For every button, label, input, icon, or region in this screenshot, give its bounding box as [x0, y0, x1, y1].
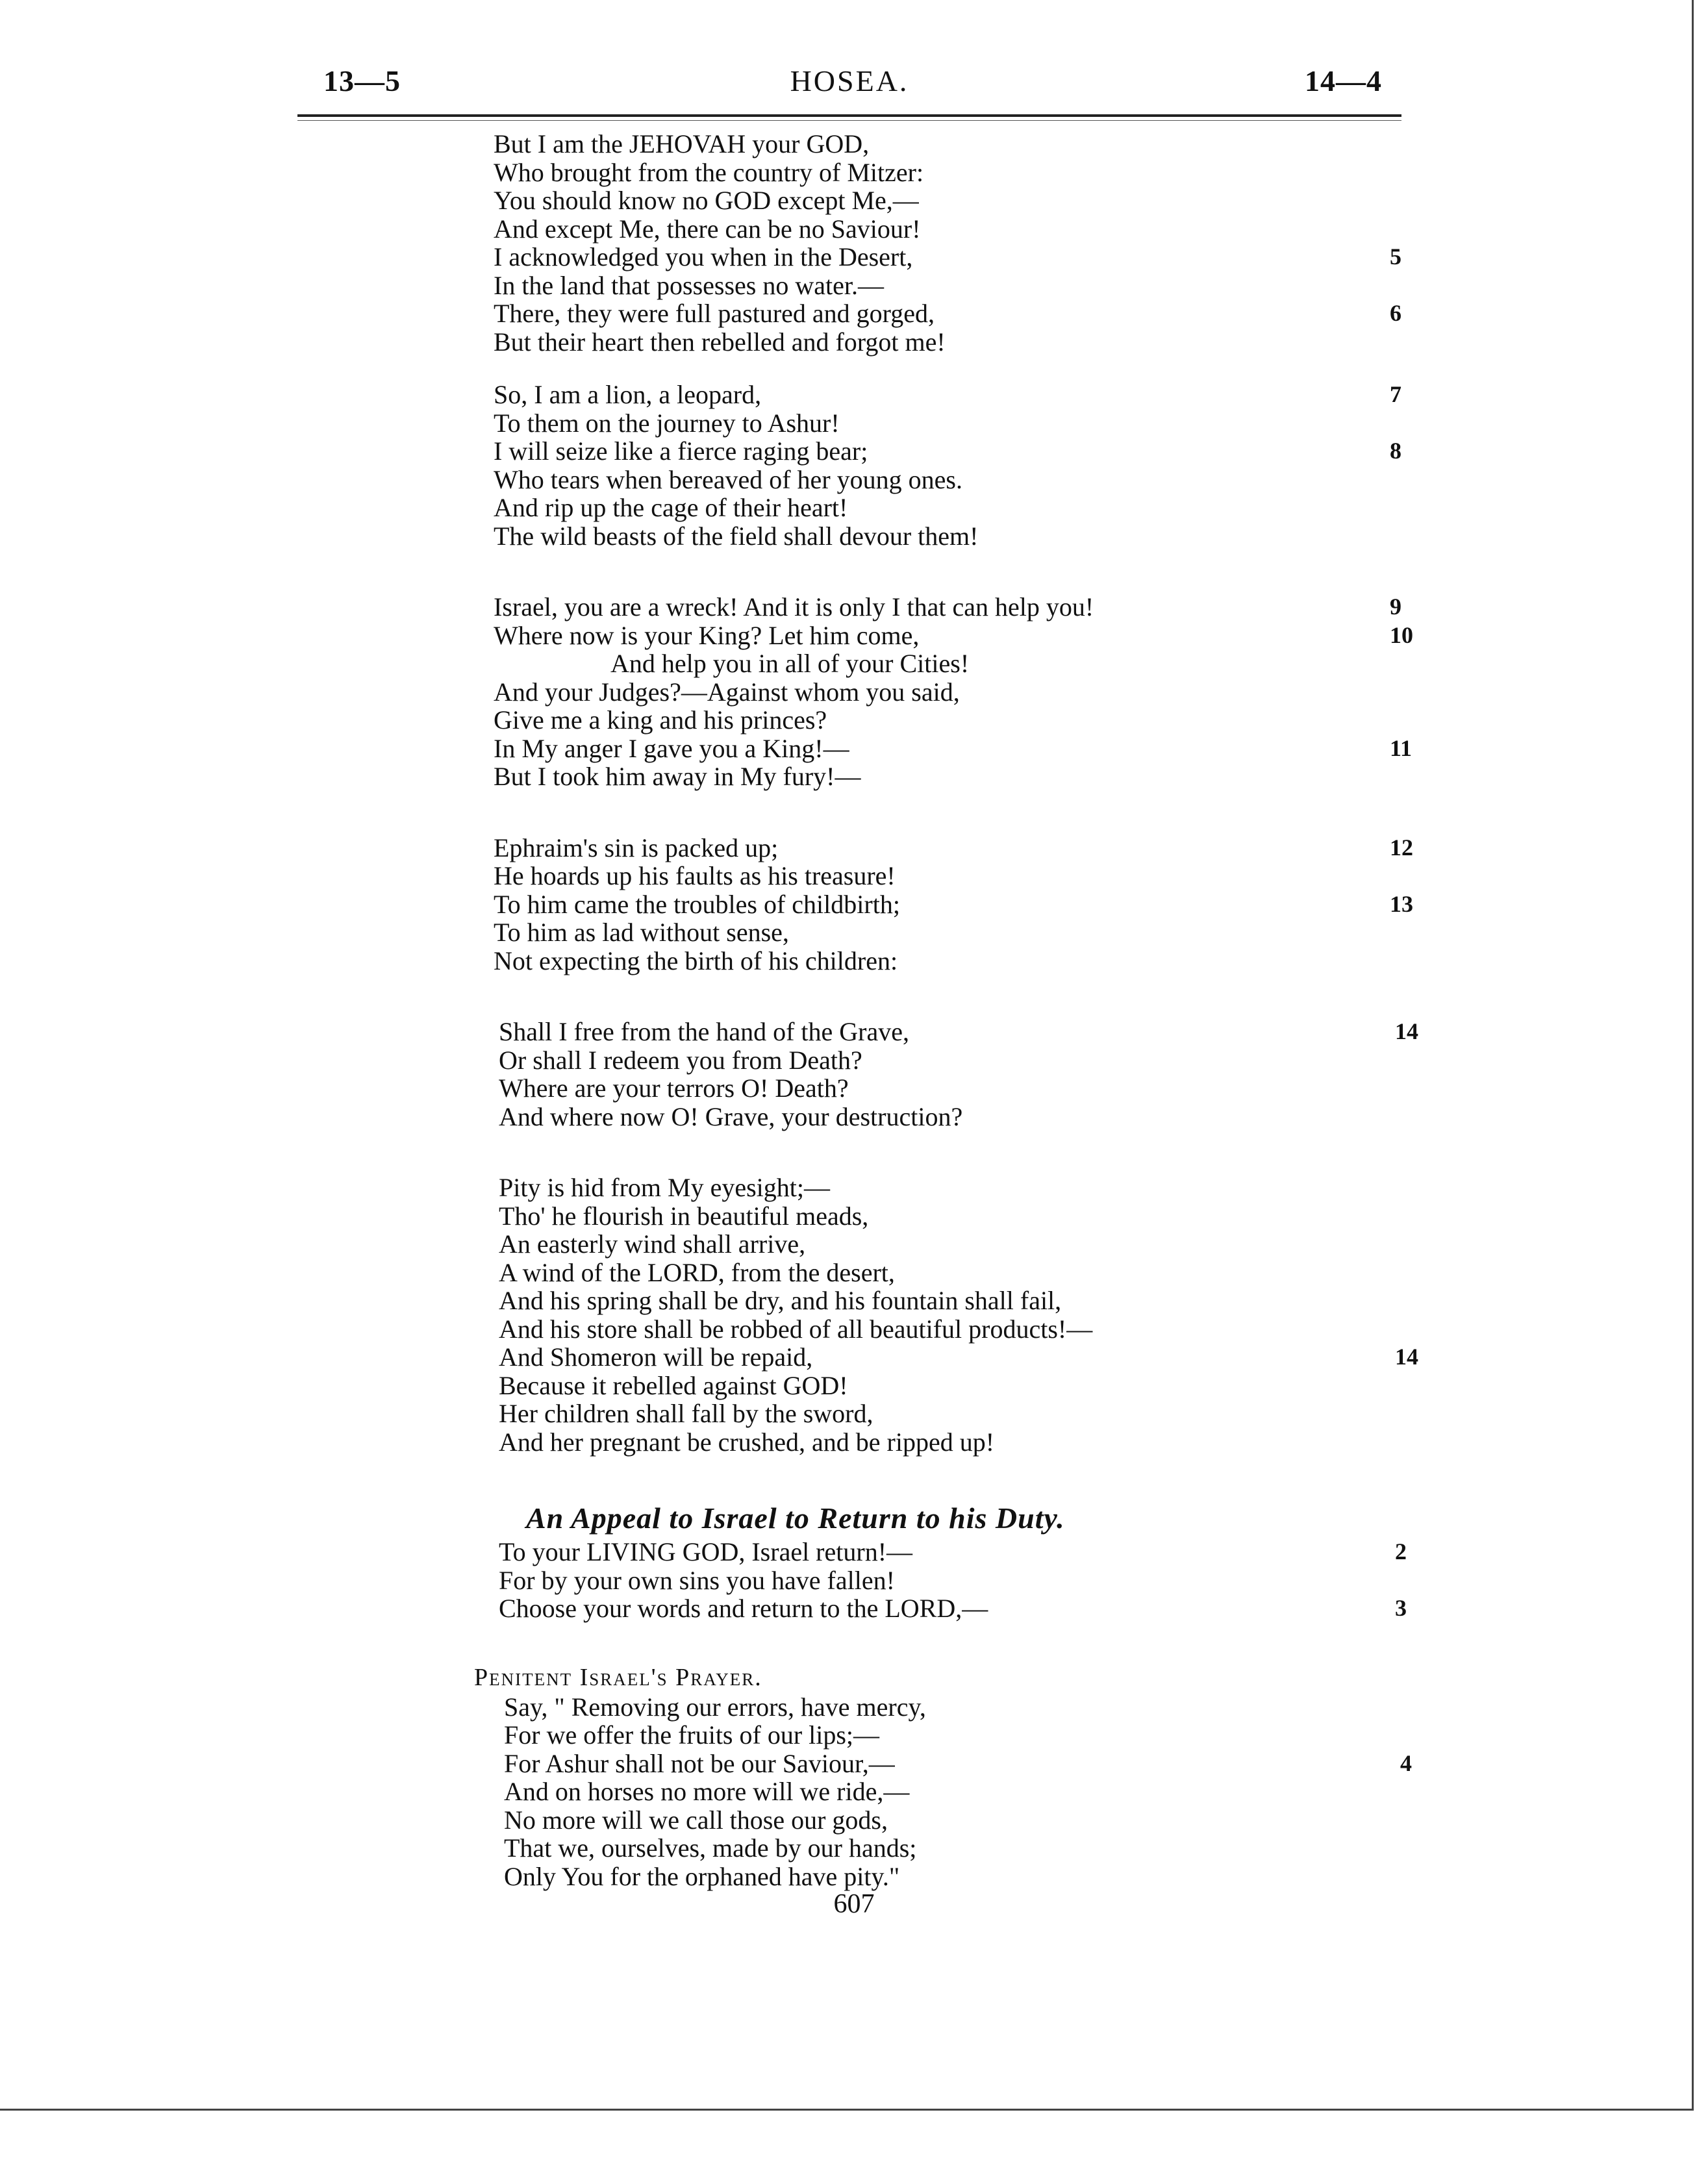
- verse-line: [504, 1863, 1426, 1891]
- line-text: So, I am a lion, a leopard,: [494, 380, 762, 409]
- verse-line: [494, 621, 1416, 650]
- line-text: And your Judges?—Against whom you said,: [494, 677, 960, 707]
- verse-number: 3: [1395, 1595, 1407, 1621]
- line-text: Only You for the orphaned have pity.": [504, 1861, 900, 1891]
- stanza: [499, 1018, 1421, 1131]
- verse-line: [494, 215, 1416, 244]
- verse-line: [494, 678, 1416, 707]
- verse-line: [504, 1750, 1426, 1778]
- verse-number: 14: [1395, 1018, 1418, 1044]
- line-text: To him came the troubles of childbirth;: [494, 889, 900, 919]
- stanza: [494, 130, 1416, 356]
- verse-line: [499, 1259, 1421, 1287]
- line-text: The wild beasts of the field shall devour them!: [494, 521, 979, 551]
- line-text: A wind of the LORD, from the desert,: [499, 1257, 895, 1287]
- line-text: Not expecting the birth of his children:: [494, 946, 898, 975]
- line-text: Give me a king and his princes?: [494, 705, 827, 734]
- stanza: [499, 1174, 1421, 1456]
- verse-number: 13: [1390, 890, 1413, 917]
- verse-line: [504, 1777, 1426, 1806]
- running-header: [297, 64, 1401, 116]
- verse-line: [499, 1400, 1421, 1428]
- line-text: And his store shall be robbed of all beautiful products!—: [499, 1314, 1093, 1344]
- line-text: Say, " Removing our errors, have mercy,: [504, 1692, 926, 1722]
- verse-line: [499, 1103, 1421, 1131]
- line-text: Shall I free from the hand of the Grave,: [499, 1017, 909, 1046]
- line-text: For by your own sins you have fallen!: [499, 1565, 895, 1595]
- verse-line: [494, 918, 1416, 947]
- chapter-range-end: 14—4: [1305, 64, 1382, 97]
- verse-line: [499, 1428, 1421, 1457]
- line-text: And on horses no more will we ride,—: [504, 1777, 910, 1806]
- line-text: For Ashur shall not be our Saviour,—: [504, 1748, 895, 1778]
- verse-line: [499, 1372, 1421, 1400]
- verse-line: [499, 1538, 1421, 1566]
- line-text: But their heart then rebelled and forgot me!: [494, 327, 946, 357]
- verse-line: [499, 1074, 1421, 1103]
- verse-line: [504, 1721, 1426, 1750]
- verse-number: 4: [1400, 1750, 1412, 1776]
- verse-line: [504, 1834, 1426, 1863]
- verse-number: 5: [1390, 244, 1401, 270]
- line-text: Israel, you are a wreck! And it is only I that can help you!: [494, 592, 1094, 621]
- line-text: Because it rebelled against GOD!: [499, 1370, 848, 1400]
- verse-line: [494, 649, 1416, 678]
- verse-number: 2: [1395, 1538, 1407, 1564]
- verse-line: [499, 1230, 1421, 1259]
- line-text: You should know no GOD except Me,—: [494, 186, 919, 215]
- line-text: And where now O! Grave, your destruction?: [499, 1101, 963, 1131]
- line-text: Pity is hid from My eyesight;—: [499, 1173, 830, 1202]
- verse-line: [494, 186, 1416, 215]
- verse-line: [494, 466, 1416, 494]
- verse-line: [494, 130, 1416, 158]
- verse-number: 12: [1390, 834, 1413, 860]
- line-text: And her pregnant be crushed, and be ripped up!: [499, 1427, 995, 1457]
- header-rule: [297, 114, 1401, 117]
- verse-line: [504, 1693, 1426, 1722]
- line-text: I will seize like a fierce raging bear;: [494, 436, 868, 466]
- verse-line: [494, 437, 1416, 466]
- line-text: He hoards up his faults as his treasure!: [494, 861, 896, 890]
- verse-line: [494, 243, 1416, 271]
- verse-line: [494, 328, 1416, 357]
- verse-line: [499, 1343, 1421, 1372]
- verse-line: [499, 1018, 1421, 1046]
- line-text: And Shomeron will be repaid,: [499, 1342, 813, 1372]
- verse-line: [494, 762, 1416, 791]
- stanza: [494, 834, 1416, 975]
- verse-line: [494, 271, 1416, 300]
- prayer-stanza: [504, 1693, 1426, 1891]
- header-rule-thin: [297, 120, 1401, 121]
- line-text: That we, ourselves, made by our hands;: [504, 1833, 917, 1863]
- verse-line: [494, 734, 1416, 763]
- verse-line: [494, 381, 1416, 409]
- verse-line: [494, 862, 1416, 890]
- verse-line: [494, 706, 1416, 734]
- page-body: [0, 130, 1708, 1890]
- verse-number: 6: [1390, 300, 1401, 326]
- line-text: But I took him away in My fury!—: [494, 762, 861, 791]
- stanza-list: [0, 130, 1708, 1456]
- line-text: Choose your words and return to the LORD,—: [499, 1594, 988, 1623]
- verse-line: [494, 890, 1416, 919]
- line-text: No more will we call those our gods,: [504, 1805, 888, 1835]
- section-heading-prayer: Penitent Israel's Prayer.: [474, 1663, 762, 1691]
- verse-line: [494, 494, 1416, 522]
- appeal-stanza: [499, 1538, 1421, 1623]
- line-text: And except Me, there can be no Saviour!: [494, 214, 921, 244]
- book-title: HOSEA.: [790, 64, 909, 97]
- verse-line: [494, 299, 1416, 328]
- verse-number: 14: [1395, 1344, 1418, 1370]
- page-number: 607: [833, 1889, 875, 1919]
- line-text: Tho' he flourish in beautiful meads,: [499, 1201, 869, 1231]
- line-text: I acknowledged you when in the Desert,: [494, 242, 913, 271]
- line-text: In the land that possesses no water.—: [494, 270, 884, 300]
- verse-line: [499, 1046, 1421, 1075]
- verse-line: [494, 834, 1416, 862]
- verse-line: [499, 1202, 1421, 1231]
- verse-number: 7: [1390, 381, 1401, 407]
- line-text: To your LIVING GOD, Israel return!—: [499, 1537, 913, 1566]
- line-text: To him as lad without sense,: [494, 918, 789, 947]
- line-text: Or shall I redeem you from Death?: [499, 1045, 862, 1075]
- stanza: [494, 593, 1416, 791]
- section-heading-appeal: An Appeal to Israel to Return to his Duty.: [526, 1501, 1065, 1535]
- line-text: Where are your terrors O! Death?: [499, 1073, 849, 1103]
- line-text: To them on the journey to Ashur!: [494, 408, 840, 438]
- verse-line: [499, 1315, 1421, 1344]
- stanza: [494, 381, 1416, 550]
- line-text: Her children shall fall by the sword,: [499, 1399, 873, 1428]
- verse-number: 8: [1390, 438, 1401, 464]
- line-text: There, they were full pastured and gorged,: [494, 299, 935, 328]
- verse-line: [499, 1174, 1421, 1202]
- verse-line: [494, 522, 1416, 551]
- line-text: Where now is your King? Let him come,: [494, 620, 920, 650]
- verse-line: [494, 593, 1416, 621]
- line-text: An easterly wind shall arrive,: [499, 1229, 806, 1259]
- verse-number: 10: [1390, 621, 1413, 648]
- line-text: But I am the JEHOVAH your GOD,: [494, 129, 870, 158]
- verse-line: [494, 409, 1416, 438]
- line-text: Who brought from the country of Mitzer:: [494, 157, 924, 187]
- line-text: In My anger I gave you a King!—: [494, 733, 849, 763]
- line-text: And rip up the cage of their heart!: [494, 493, 848, 522]
- line-text: And his spring shall be dry, and his fountain shall fail,: [499, 1286, 1062, 1315]
- line-text: Ephraim's sin is packed up;: [494, 833, 779, 862]
- verse-line: [494, 158, 1416, 187]
- verse-line: [499, 1566, 1421, 1595]
- chapter-range-start: 13—5: [323, 64, 401, 97]
- line-text: Who tears when bereaved of her young ones.: [494, 464, 962, 494]
- verse-number: 11: [1390, 734, 1413, 761]
- verse-line: [499, 1594, 1421, 1623]
- verse-line: [504, 1806, 1426, 1835]
- verse-number: 9: [1390, 594, 1401, 620]
- line-text: And help you in all of your Cities!: [610, 649, 970, 678]
- line-text: For we offer the fruits of our lips;—: [504, 1720, 880, 1750]
- verse-line: [499, 1287, 1421, 1315]
- verse-line: [494, 947, 1416, 975]
